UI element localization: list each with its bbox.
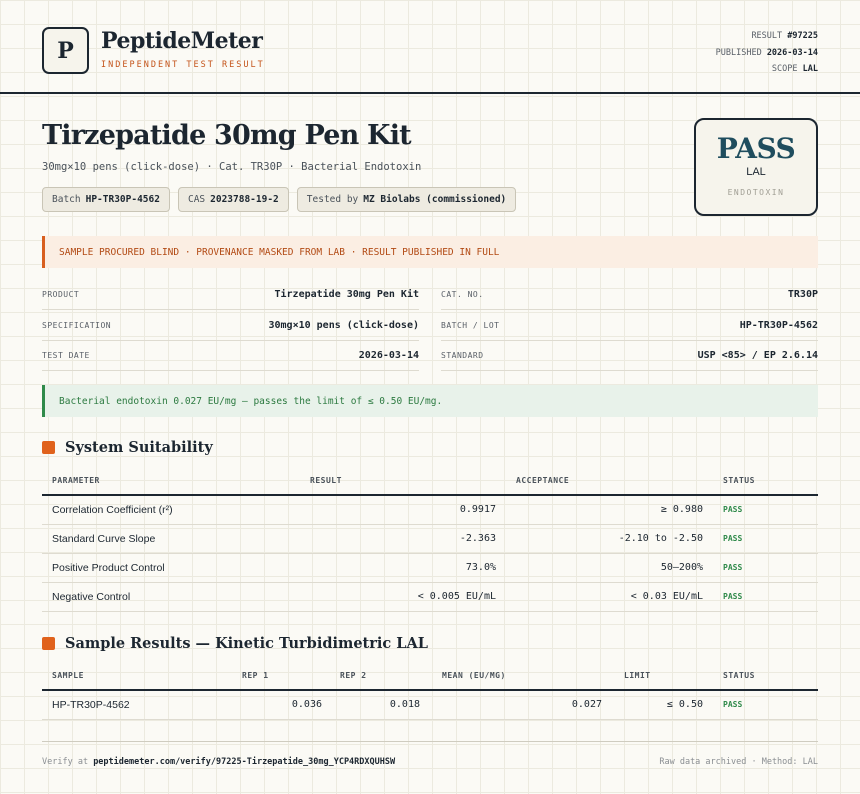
result-id-label: RESULT [751,31,783,41]
param-cell: Standard Curve Slope [42,524,296,553]
page-title: Tirzepatide 30mg Pen Kit [42,120,411,151]
col-header: STATUS [713,467,818,495]
tested-by-chip [297,187,516,212]
samples-heading [42,635,428,652]
brand-name: PeptideMeter [101,28,263,54]
scope-label: SCOPE [771,64,798,74]
section-title: System Suitability [65,439,213,456]
sample-cell: HP-TR30P-4562 [42,690,232,719]
status-badge: PASS [713,582,818,611]
report-header [0,0,860,94]
status-badge: PASS [713,690,818,719]
info-label: PRODUCT [42,290,80,299]
scope-value: LAL [802,64,818,74]
col-header: REP 1 [232,662,332,690]
col-header: SAMPLE [42,662,232,690]
info-value: TR30P [787,289,818,300]
archive-note: Raw data archived · Method: LAL [659,756,818,767]
info-label: SPECIFICATION [42,321,112,330]
stamp-method: LAL [746,166,766,178]
cas-chip [178,187,289,212]
verify-prefix: Verify at [42,756,89,767]
table-row [42,553,818,582]
acceptance-cell: 50–200% [506,553,713,582]
blind-notice: SAMPLE PROCURED BLIND · PROVENANCE MASKED FROM LAB · RESULT PUBLISHED IN FULL [42,236,818,268]
chip-label: Batch [52,194,81,205]
verdict-banner: Bacterial endotoxin 0.027 EU/mg — passes the limit of ≤ 0.50 EU/mg. [42,385,818,417]
info-row-product [42,280,419,310]
info-value: USP <85> / EP 2.6.14 [697,350,818,361]
published-label: PUBLISHED [715,47,762,58]
verify-line [42,757,395,767]
product-chips [42,187,516,212]
samples-table [42,662,818,720]
status-badge: PASS [713,553,818,582]
status-badge: PASS [713,524,818,553]
result-cell: -2.363 [296,524,506,553]
status-badge: PASS [713,495,818,524]
report-footer [42,741,818,781]
result-cell: 73.0% [296,553,506,582]
info-value: Tirzepatide 30mg Pen Kit [274,289,419,300]
table-row [42,495,818,524]
acceptance-cell: ≥ 0.980 [506,495,713,524]
logo-icon [42,27,89,74]
col-header: ACCEPTANCE [506,467,713,495]
result-id: #97225 [787,31,818,41]
limit-cell: ≤ 0.50 [612,690,713,719]
info-value: 2026-03-14 [358,350,419,361]
result-cell: 0.9917 [296,495,506,524]
param-cell: Positive Product Control [42,553,296,582]
mean-cell: 0.027 [430,690,612,719]
result-meta [716,28,818,78]
suitability-heading [42,439,213,456]
info-row-test-date [42,341,419,371]
col-header: MEAN (EU/MG) [430,662,612,690]
col-header: LIMIT [612,662,713,690]
table-row [42,582,818,611]
col-header: REP 2 [332,662,430,690]
stamp-category: ENDOTOXIN [727,188,785,197]
chip-value: MZ Biolabs (commissioned) [363,194,507,205]
stamp-result: PASS [716,132,796,165]
info-row-specification [42,311,419,341]
table-row [42,524,818,553]
chip-value: 2023788-19-2 [210,194,279,205]
info-label: BATCH / LOT [441,321,500,330]
section-title: Sample Results — Kinetic Turbidimetric LAL [65,635,428,652]
section-marker-icon [42,637,55,650]
brand-tagline: INDEPENDENT TEST RESULT [101,60,265,70]
table-header-row [42,662,818,690]
section-marker-icon [42,441,55,454]
rep1-cell: 0.036 [232,690,332,719]
verify-link[interactable]: peptidemeter.com/verify/97225-Tirzepatide_30mg_YCP4RDXQUHSW [93,756,396,767]
chip-label: CAS [187,194,206,205]
info-label: TEST DATE [42,351,90,360]
acceptance-cell: -2.10 to -2.50 [506,524,713,553]
info-value: 30mg×10 pens (click-dose) [268,320,419,331]
batch-chip [42,187,170,212]
table-header-row [42,467,818,495]
result-cell: < 0.005 EU/mL [296,582,506,611]
acceptance-cell: < 0.03 EU/mL [506,582,713,611]
product-subtitle: 30mg×10 pens (click-dose) · Cat. TR30P · Bacterial Endotoxin [42,161,422,173]
col-header: RESULT [296,467,506,495]
chip-label: Tested by [306,194,359,205]
info-label: CAT. NO. [441,290,484,299]
col-header: STATUS [713,662,818,690]
rep2-cell: 0.018 [332,690,430,719]
pass-stamp [694,118,818,216]
info-row-cat-no [441,280,818,310]
info-value: HP-TR30P-4562 [739,320,818,331]
param-cell: Correlation Coefficient (r²) [42,495,296,524]
suitability-table [42,467,818,612]
table-row [42,690,818,719]
published-date: 2026-03-14 [766,47,818,58]
info-label: STANDARD [441,351,484,360]
col-header: PARAMETER [42,467,296,495]
logo-letter: P [57,37,74,64]
chip-value: HP-TR30P-4562 [85,194,160,205]
param-cell: Negative Control [42,582,296,611]
info-row-standard [441,341,818,371]
info-row-batch-lot [441,311,818,341]
